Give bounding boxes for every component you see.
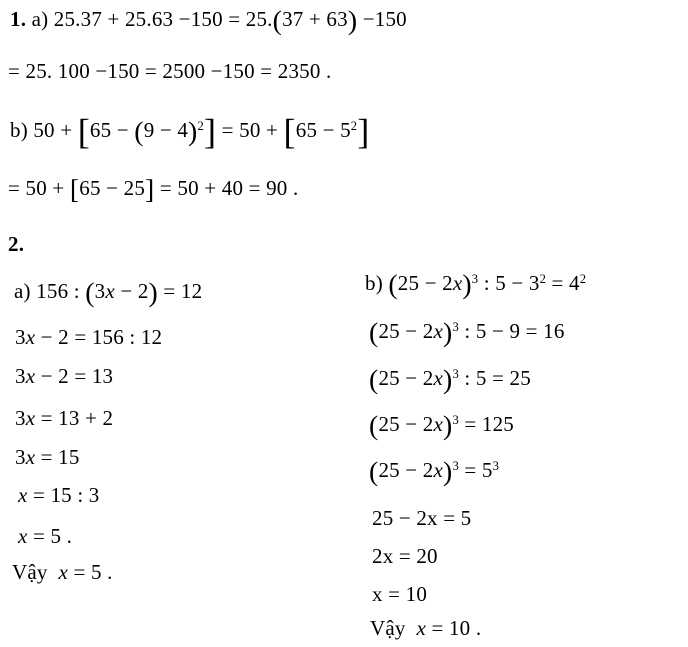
problem2a-step-6: x = 5 . [18, 524, 73, 548]
problem2b-step-2: $(25 - 2x)^3$ : 5 = 25 [369, 363, 531, 395]
problem2-label: 2. [8, 232, 25, 256]
problem2b-equation: b) $(25 - 2x)^3$ : $5 - 3^2 = 4^2$ [365, 268, 587, 300]
problem2a-step-2: 3x − 2 = 13 [15, 364, 114, 388]
problem1-part-a-result-line: = 25. 100 −150 = 2500 −150 = 2350 . [8, 59, 332, 83]
problem2a-step-4: 3x = 15 [15, 445, 80, 469]
problem1-part-a-line: 1. a) 25.37 + 25.63 −150 = 25.(37 + 63) −150 [10, 4, 407, 36]
problem2b-step-3: $(25 - 2x)^3 = 125$ [369, 409, 514, 441]
problem2b-step-7: x = 10 [372, 582, 428, 606]
problem1-part-b-line: b) $50 + [65 - (9 - 4)^2] = 50 + [65 - 5^2]$ [10, 111, 370, 152]
problem2a-step-3: 3x = 13 + 2 [15, 406, 114, 430]
problem1-part-b-result-line: = 50 + [65 − 25] = 50 + 40 = 90 . [8, 173, 299, 205]
problem2a-conclusion: Vậy x = 5 . [12, 560, 113, 584]
problem2a-equation: a) 156 : (3x − 2) = 12 [14, 276, 203, 308]
problem2b-step-6: 2x = 20 [372, 544, 438, 568]
problem2a-step-5: x = 15 : 3 [18, 483, 100, 507]
problem2b-step-5: 25 − 2x = 5 [372, 506, 472, 530]
problem2a-step-1: 3x − 2 = 156 : 12 [15, 325, 163, 349]
problem2b-step-4: $(25 - 2x)^3 = 5^3$ [369, 455, 500, 487]
problem2b-step-1: $(25 - 2x)^3$ : 5 − 9 = 16 [369, 316, 565, 348]
problem2b-conclusion: Vậy x = 10 . [370, 616, 482, 640]
